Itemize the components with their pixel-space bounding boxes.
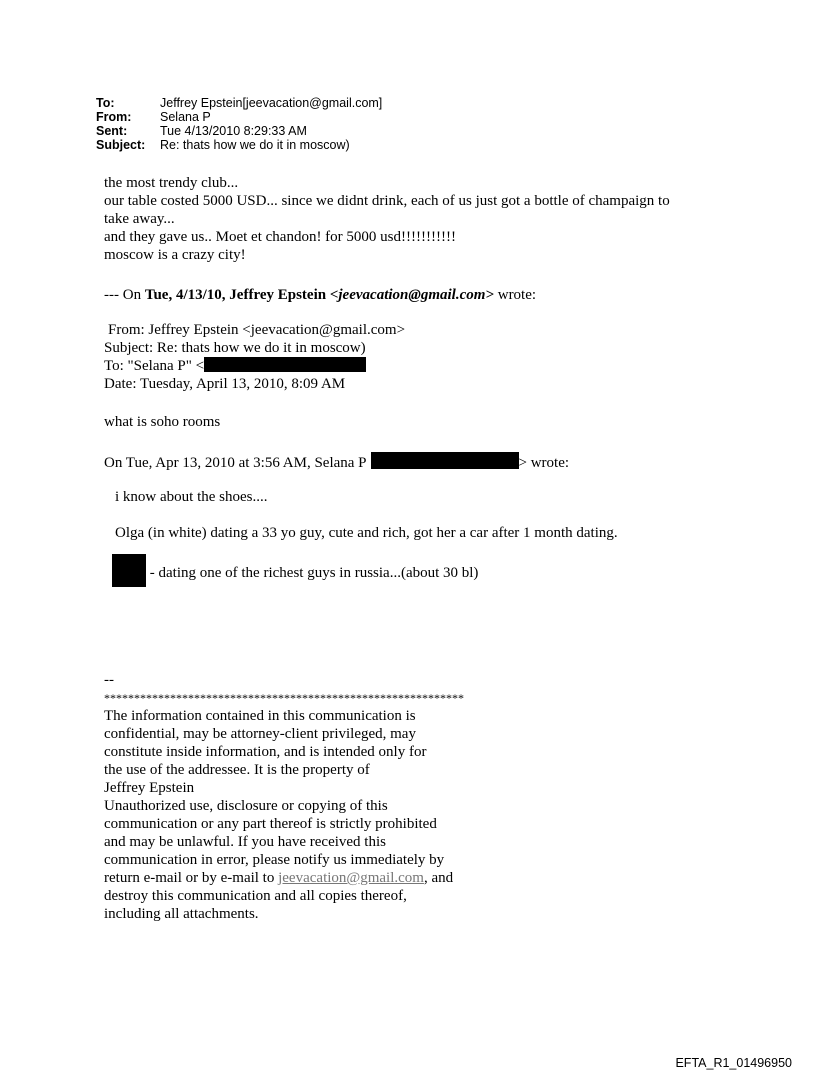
subject-label: Subject: — [96, 138, 146, 152]
document-id: EFTA_R1_01496950 — [675, 1056, 792, 1070]
redacted-line — [112, 554, 478, 587]
redaction-box — [112, 554, 146, 587]
sent-value: Tue 4/13/2010 8:29:33 AM — [160, 124, 307, 138]
signature-stars: ************************************************************ — [104, 691, 464, 705]
quoted-to-text: To: "Selana P" < — [104, 358, 205, 374]
on-prefix: On Tue, Apr 13, 2010 at 3:56 AM, Selana P — [104, 455, 367, 471]
body-line: moscow is a crazy city! — [104, 247, 246, 263]
sent-row — [96, 124, 382, 138]
disclaimer-line: Jeffrey Epstein — [104, 780, 195, 796]
disclaimer-line: confidential, may be attorney-client privileged, may — [104, 726, 416, 742]
message-body — [104, 174, 670, 264]
sent-label: Sent: — [96, 124, 128, 138]
on-suffix: > wrote: — [518, 455, 570, 471]
disclaimer-line: The information contained in this communication is — [104, 708, 416, 724]
disclaimer-line: communication in error, please notify us immediately by — [104, 852, 445, 868]
subject-row — [96, 138, 382, 152]
body-line: and they gave us.. Moet et chandon! for 5000 usd!!!!!!!!!!! — [104, 229, 456, 245]
subject-value: Re: thats how we do it in moscow) — [160, 138, 350, 152]
disclaimer-line: destroy this communication and all copies thereof, — [104, 888, 407, 904]
quote-date: Tue, 4/13/10, Jeffrey Epstein — [144, 287, 330, 303]
on-wrote-line — [104, 452, 569, 472]
return-prefix: return e-mail or by e-mail to — [104, 870, 279, 886]
redaction-box — [371, 452, 519, 469]
to-value: Jeffrey Epstein[jeevacation@gmail.com] — [160, 96, 383, 110]
quote-suffix: wrote: — [493, 287, 537, 303]
quote-email: <jeevacation@gmail.com> — [329, 287, 494, 303]
from-label: From: — [96, 110, 132, 124]
quoted-to — [104, 357, 405, 375]
disclaimer-line: and may be unlawful. If you have received this — [104, 834, 386, 850]
quoted-header — [104, 321, 405, 393]
from-value: Selana P — [160, 110, 211, 124]
from-row — [96, 110, 382, 124]
to-label: To: — [96, 96, 115, 110]
redaction-box — [204, 357, 366, 372]
disclaimer-line: communication or any part thereof is strictly prohibited — [104, 816, 437, 832]
quoted-subject: Subject: Re: thats how we do it in moscow) — [104, 340, 366, 356]
disclaimer-line: including all attachments. — [104, 906, 259, 922]
quoted-question: what is soho rooms — [104, 414, 221, 430]
quoted-from: From: Jeffrey Epstein <jeevacation@gmail.com> — [108, 322, 406, 338]
return-suffix: , and — [423, 870, 454, 886]
redacted-line-text: - dating one of the richest guys in russia...(about 30 bl) — [149, 565, 479, 581]
quote-prefix: --- On — [104, 287, 145, 303]
shoes-line: i know about the shoes.... — [115, 489, 268, 505]
to-row — [96, 96, 382, 110]
quoted-date: Date: Tuesday, April 13, 2010, 8:09 AM — [104, 376, 346, 392]
disclaimer-line: constitute inside information, and is intended only for — [104, 744, 427, 760]
email-header — [96, 96, 382, 152]
disclaimer-line: Unauthorized use, disclosure or copying of this — [104, 798, 388, 814]
signature-dashes: -- — [104, 672, 114, 688]
quote-intro — [104, 286, 536, 304]
signature-block — [104, 671, 464, 923]
disclaimer-return-line — [104, 869, 464, 887]
body-line: our table costed 5000 USD... since we didnt drink, each of us just got a bottle of champaign to — [104, 193, 670, 209]
body-line: the most trendy club... — [104, 175, 239, 191]
olga-line: Olga (in white) dating a 33 yo guy, cute and rich, got her a car after 1 month dating. — [115, 525, 618, 541]
body-line: take away... — [104, 211, 175, 227]
email-link[interactable]: jeevacation@gmail.com — [278, 870, 424, 886]
disclaimer-line: the use of the addressee. It is the property of — [104, 762, 370, 778]
